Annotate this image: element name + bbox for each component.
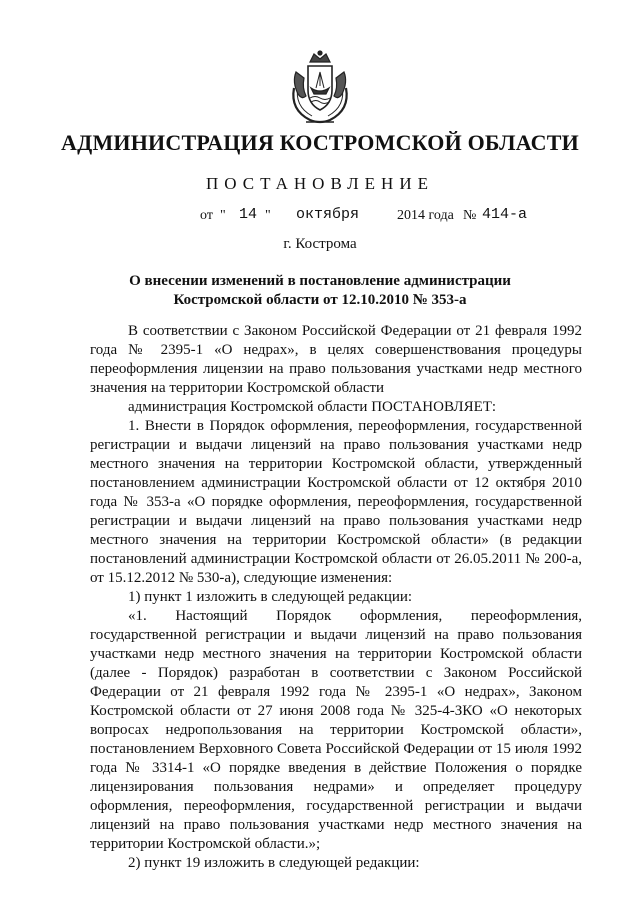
date-number-line [0, 204, 640, 228]
organization-title: АДМИНИСТРАЦИЯ КОСТРОМСКОЙ ОБЛАСТИ [61, 130, 579, 155]
quote-open: " [220, 208, 226, 223]
document-number: 414-а [482, 206, 528, 223]
subject-line-2: Костромской области от 12.10.2010 № 353-а [173, 292, 467, 308]
paragraph-resolves: администрация Костромской области ПОСТАНОВЛЯЕТ: [128, 399, 497, 415]
paragraph-subitem-1: 1) пункт 1 изложить в следующей редакции: [128, 589, 413, 605]
paragraph-quoted-point-1: «1. Настоящий Порядок оформления, переоформления, государственной регистрации и выдачи лицензий на право пользования участками недр местного значения на территории Костромской области (далее - Порядок) разработан в соответствии с Законом Российской Федерации от 21 февраля 1992 года № 2395-1 «О недрах», Законом Костромской области от 27 июня 2008 года № 325-4-ЗКО «О некоторых вопросах недропользования на территории Костромской области», постановлением Верховного Совета Российской Федерации от 15 июля 1992 года № 3314-1 «О порядке введения в действие Положения о порядке лицензирования пользования недрами» и определяет процедуру оформления, переоформления, государственной регистрации и выдачи лицензий на право пользования участками недр местного значения на территории Костромской области.»; [90, 608, 582, 852]
date-year: 2014 года [397, 208, 454, 223]
paragraph-subitem-2: 2) пункт 19 изложить в следующей редакции: [128, 855, 420, 871]
document-subject [0, 272, 640, 310]
paragraph-preamble: В соответствии с Законом Российской Федерации от 21 февраля 1992 года № 2395-1 «О недрах», в целях совершенствования процедуры переоформления лицензии на право пользования участками недр местного значения на территории Костромской области [90, 323, 582, 396]
paragraph-item-1: 1. Внести в Порядок оформления, переоформления, государственной регистрации и выдачи лицензий на право пользования участками недр местного значения на территории Костромской области, утвержденный постановлением администрации Костромской области от 12 октября 2010 года № 353-а «О порядке оформления, переоформления, государственной регистрации и выдачи лицензий на право пользования участками недр местного значения на территории Костромской области» (в редакции постановлений администрации Костромской области от 26.05.2011 № 200-а, от 15.12.2012 № 530-а), следующие изменения: [90, 418, 582, 586]
date-prefix: от [200, 208, 213, 223]
document-body [90, 322, 582, 873]
coat-of-arms-emblem [280, 48, 360, 128]
number-sign: № [463, 208, 477, 223]
date-month: октября [296, 206, 360, 223]
quote-close: " [265, 208, 271, 223]
document-type-title: ПОСТАНОВЛЕНИЕ [205, 174, 434, 193]
date-day: 14 [239, 206, 258, 223]
city-name: г. Кострома [283, 236, 357, 252]
subject-line-1: О внесении изменений в постановление администрации [129, 273, 511, 289]
